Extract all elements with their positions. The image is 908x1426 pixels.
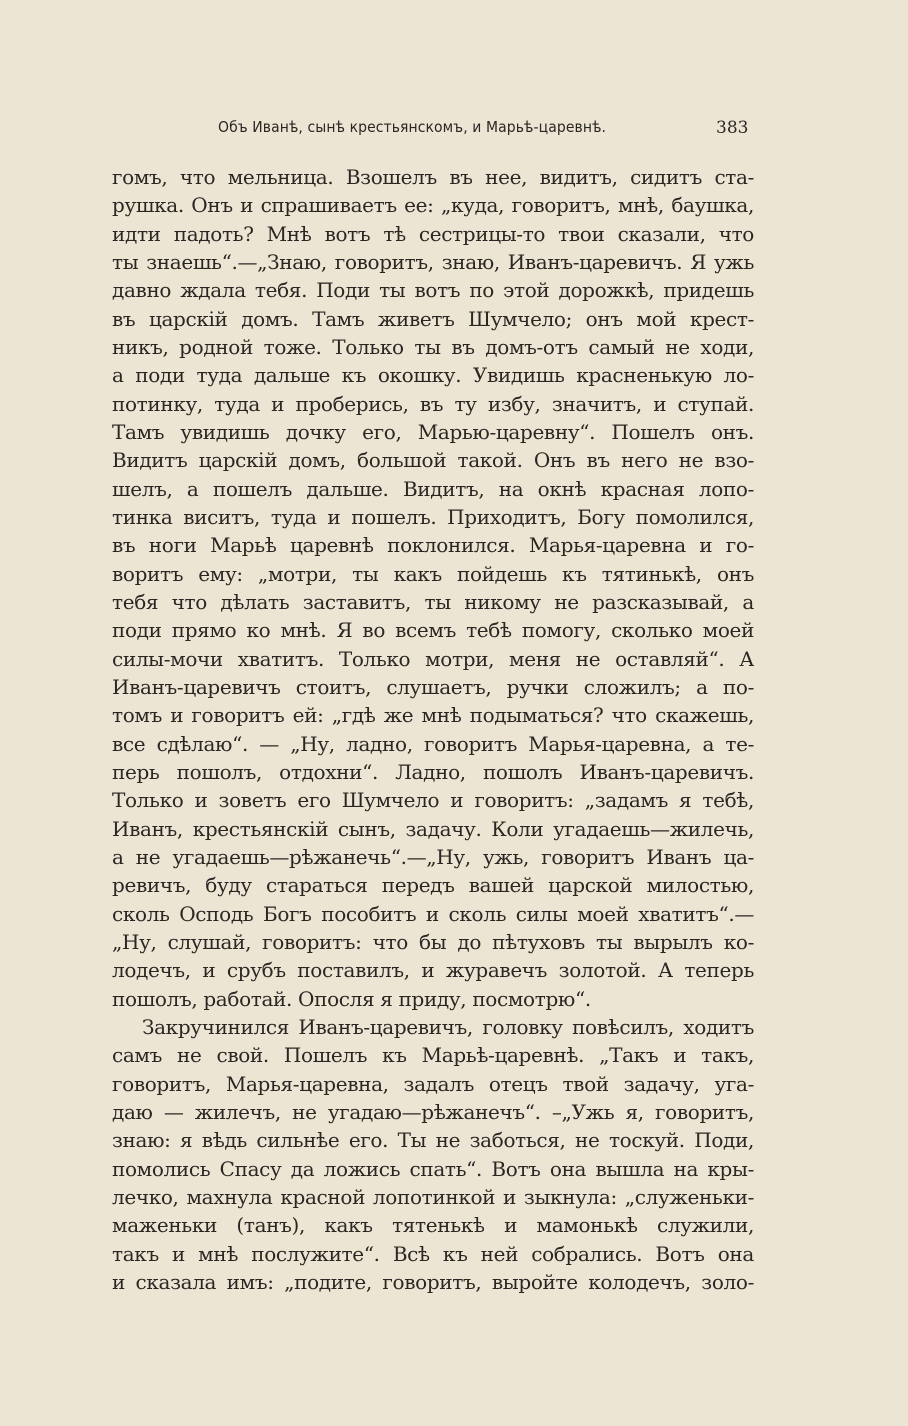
text-line: „Ну, слушай, говоритъ: что бы до пѣтуховъ ты вырылъ ко- bbox=[112, 929, 754, 954]
text-line: томъ и говоритъ ей: „гдѣ же мнѣ подыматься? что скажешь, bbox=[112, 703, 754, 728]
text-line: сколь Осподь Богъ пособитъ и сколь силы моей хватитъ“.— bbox=[112, 901, 754, 926]
text-line: давно ждала тебя. Поди ты вотъ по этой дорожкѣ, придешь bbox=[112, 278, 754, 303]
text-line: а поди туда дальше къ окошку. Увидишь красненькую ло- bbox=[112, 363, 754, 388]
text-line: поди прямо ко мнѣ. Я во всемъ тебѣ помогу, сколько моей bbox=[112, 618, 754, 643]
text-line: маженьки (танъ), какъ тятенькѣ и мамонькѣ служили, bbox=[112, 1213, 754, 1238]
text-line: лодечъ, и срубъ поставилъ, и журавечъ золотой. А теперь bbox=[112, 958, 754, 983]
text-line: такъ и мнѣ послужите“. Всѣ къ ней собрались. Вотъ она bbox=[112, 1241, 754, 1266]
text-line: тинка виситъ, туда и пошелъ. Приходитъ, Богу помолился, bbox=[112, 504, 754, 529]
text-line: силы-мочи хватитъ. Только мотри, меня не оставляй“. А bbox=[112, 646, 754, 671]
text-line: Тамъ увидишь дочку его, Марью-царевну“. Пошелъ онъ. bbox=[112, 419, 754, 444]
text-line: воритъ ему: „мотри, ты какъ пойдешь къ тятинькѣ, онъ bbox=[112, 561, 754, 586]
text-line: Закручинился Иванъ-царевичъ, головку повѣсилъ, ходитъ bbox=[142, 1015, 754, 1039]
text-line: и сказала имъ: „подите, говоритъ, выройте колодечъ, золо- bbox=[112, 1269, 754, 1294]
text-line: Иванъ-царевичъ стоитъ, слушаетъ, ручки сложилъ; а по- bbox=[112, 674, 754, 699]
text-line: самъ не свой. Пошелъ къ Марьѣ-царевнѣ. „Такъ и такъ, bbox=[112, 1043, 754, 1068]
page-header bbox=[0, 118, 908, 142]
text-line: Видитъ царскій домъ, большой такой. Онъ въ него не взо- bbox=[112, 448, 754, 473]
page-number: 383 bbox=[716, 118, 749, 138]
text-line: гомъ, что мельница. Взошелъ въ нее, видитъ, сидитъ ста- bbox=[112, 165, 754, 189]
text-line: знаю: я вѣдь сильнѣе его. Ты не заботься, не тоскуй. Поди, bbox=[112, 1128, 754, 1153]
text-line: пошолъ, работай. Опосля я приду, посмотрю“. bbox=[112, 986, 591, 1011]
text-line: въ царскій домъ. Тамъ живетъ Шумчело; онъ мой крест- bbox=[112, 306, 754, 331]
text-line: лечко, махнула красной лопотинкой и зыкнула: „служеньки- bbox=[112, 1184, 754, 1209]
text-line: рушка. Онъ и спрашиваетъ ее: „куда, говоритъ, мнѣ, баушка, bbox=[112, 193, 754, 218]
text-line: даю — жилечъ, не угадаю—рѣжанечъ“. –„Ужь я, говоритъ, bbox=[112, 1099, 754, 1124]
text-line: ревичъ, буду стараться передъ вашей царской милостью, bbox=[112, 873, 754, 898]
text-line: помолись Спасу да ложись спать“. Вотъ она вышла на кры- bbox=[112, 1156, 754, 1181]
text-line: все сдѣлаю“. — „Ну, ладно, говоритъ Марья-царевна, а те- bbox=[112, 731, 754, 756]
text-line: Иванъ, крестьянскій сынъ, задачу. Коли угадаешь—жилечь, bbox=[112, 816, 754, 841]
text-line: говоритъ, Марья-царевна, задалъ отецъ твой задачу, уга- bbox=[112, 1071, 754, 1096]
text-line: тебя что дѣлать заставитъ, ты никому не разсказывай, а bbox=[112, 589, 754, 614]
text-line: потинку, туда и проберись, въ ту избу, значитъ, и ступай. bbox=[112, 391, 754, 416]
text-line: перь пошолъ, отдохни“. Ладно, пошолъ Иванъ-царевичъ. bbox=[112, 759, 754, 784]
running-title: Объ Иванѣ, сынѣ крестьянскомъ, и Марьѣ-царевнѣ. bbox=[218, 118, 607, 136]
text-line: а не угадаешь—рѣжанечь“.—„Ну, ужь, говоритъ Иванъ ца- bbox=[112, 844, 754, 869]
text-line: шелъ, а пошелъ дальше. Видитъ, на окнѣ красная лопо- bbox=[112, 476, 754, 501]
text-line: Только и зоветъ его Шумчело и говоритъ: „задамъ я тебѣ, bbox=[112, 788, 754, 813]
text-line: никъ, родной тоже. Только ты въ домъ-отъ самый не ходи, bbox=[112, 334, 754, 359]
text-line: ты знаешь“.—„Знаю, говоритъ, знаю, Иванъ-царевичъ. Я ужь bbox=[112, 249, 754, 274]
text-line: идти падоть? Мнѣ вотъ тѣ сестрицы-то твои сказали, что bbox=[112, 221, 754, 246]
text-line: въ ноги Марьѣ царевнѣ поклонился. Марья-царевна и го- bbox=[112, 533, 754, 558]
